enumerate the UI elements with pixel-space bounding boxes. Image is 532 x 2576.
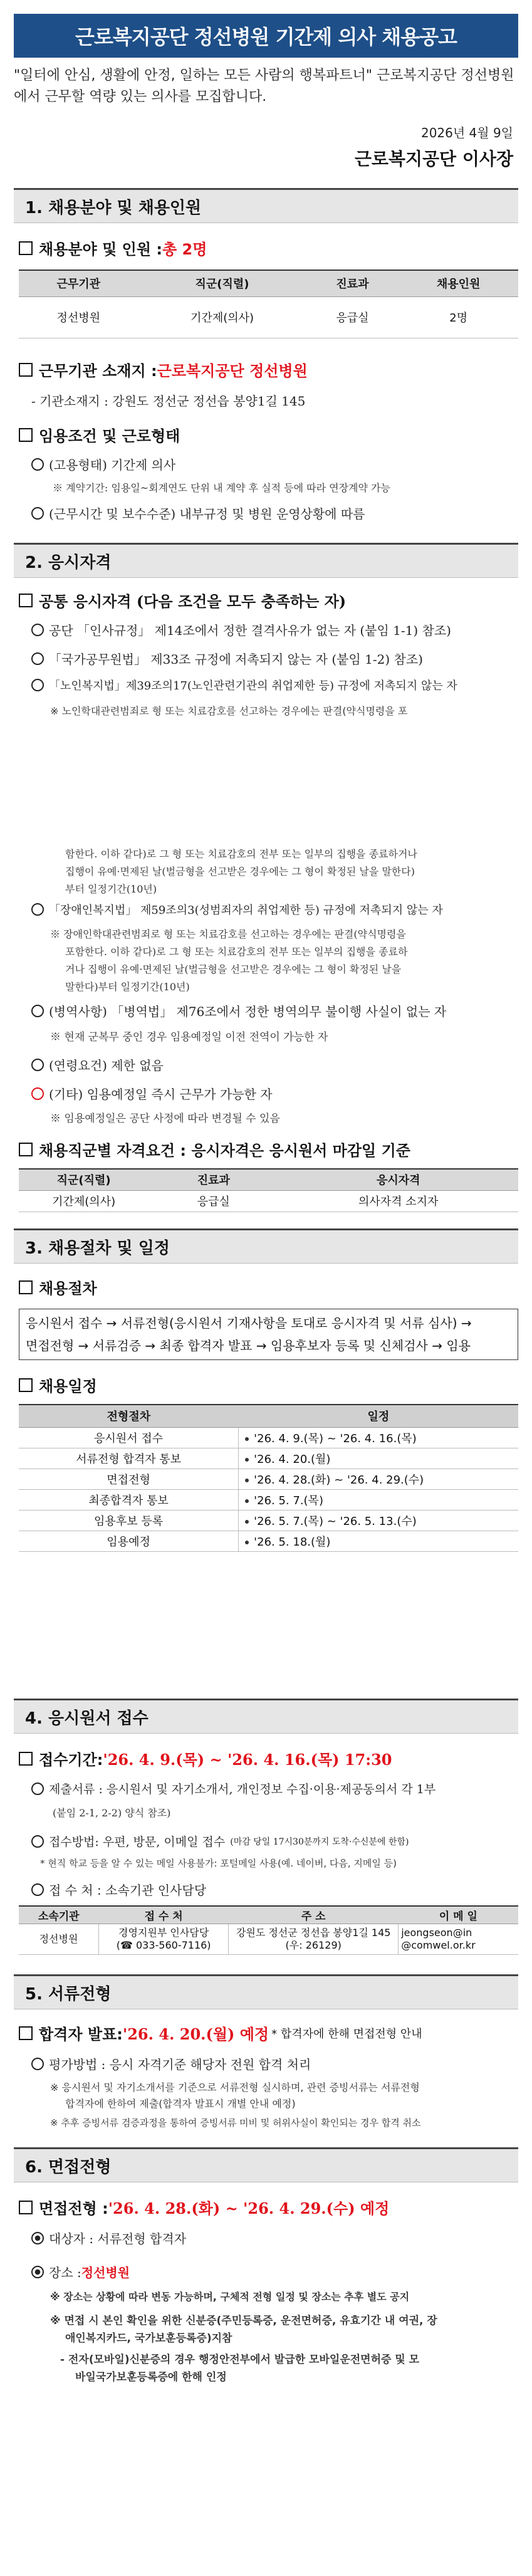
table-row (19, 1469, 518, 1489)
schedule-date: '26. 4. 20.(월) (239, 1448, 518, 1469)
qual-item-2-text: 「국가공무원법」 제33조 규정에 저촉되지 않는 자 (붙임 1-2) 참조) (49, 652, 423, 667)
doc-eval-note-3: ※ 추후 증빙서류 검증과정을 통하여 증빙서류 미비 및 허위사실이 확인되는 경우 합격 취소 (50, 2117, 421, 2128)
qual-item-3-note: ※ 노인학대관련범죄로 형 또는 치료감호를 선고하는 경우에는 판결(약식명령을 포 (50, 705, 408, 717)
process-heading-text: 채용절차 (39, 1280, 97, 1297)
contact-td-addr (229, 1924, 399, 1954)
location-name: 근로복지공단 정선병원 (157, 362, 308, 380)
recruit-th-count: 채용인원 (399, 270, 518, 296)
section-4-header: 4. 응시원서 접수 (14, 1699, 518, 1734)
submit-method-note: * 현직 학교 등을 알 수 있는 메일 사용불가: 포털메일 사용(예. 네이버, 다음, 지메일 등) (40, 1858, 397, 1869)
employ-heading-text: 임용조건 및 근로형태 (39, 427, 180, 445)
interview-id-note-1: ※ 면접 시 본인 확인을 위한 신분증(주민등록증, 운전면허증, 유효기간 내 여권, 장 (50, 2315, 437, 2327)
submit-docs-text: 제출서류 : 응시원서 및 자기소개서, 개인정보 수집·이용·제공동의서 각 1부 (49, 1783, 436, 1796)
qual-item-7-note: ※ 임용예정일은 공단 사정에 따라 변경될 수 있음 (50, 1113, 280, 1125)
checkbox-square-icon (19, 1280, 33, 1294)
recruit-th-dept: 진료과 (306, 270, 399, 296)
contact-email-2: @comwel.or.kr (401, 1939, 476, 1951)
circle-bullet-icon (31, 679, 44, 691)
recruit-count-label: 채용분야 및 인원 : (39, 241, 162, 258)
employ-item-2-text: (근무시간 및 보수수준) 내부규정 및 병원 운영상황에 따름 (49, 506, 365, 521)
interview-id-note-3: - 전자(모바일)신분증의 경우 행정안전부에서 발급한 모바일운전면허증 및 모 (60, 2353, 420, 2366)
schedule-heading (19, 1374, 97, 1396)
filled-circle-bullet-icon (31, 2232, 44, 2244)
announcement-date: 2026년 4월 9일 (420, 125, 513, 140)
schedule-step: 임용예정 (19, 1531, 239, 1551)
submit-method-text: 접수방법: 우편, 방문, 이메일 접수 (49, 1835, 226, 1849)
schedule-date: '26. 5. 7.(목) (239, 1489, 518, 1510)
qual-item-4-text: 「장애인복지법」 제59조의3(성범죄자의 취업제한 등) 규정에 저촉되지 않는 자 (49, 904, 443, 917)
common-qual-heading-text: 공통 응시자격 (다음 조건을 모두 충족하는 자) (39, 592, 347, 610)
circle-bullet-icon (31, 458, 44, 471)
interview-id-note-2: 애인복지카드, 국가보훈등록증)지참 (65, 2332, 232, 2345)
submit-docs (31, 1780, 436, 1797)
checkbox-square-icon (19, 363, 33, 377)
intro-text: "일터에 안심, 생활에 안정, 일하는 모든 사람의 행복파트너" 근로복지공단 정선병원에서 근무할 역량 있는 의사를 모집합니다. (14, 68, 514, 105)
field-th-qual: 응시자격 (278, 1169, 518, 1190)
contact-td-org: 정선병원 (19, 1924, 99, 1954)
interview-place-label: 장소 : (49, 2265, 81, 2280)
contact-th-addr: 주 소 (229, 1906, 399, 1924)
qual-item-4 (31, 901, 443, 918)
field-td-qual: 의사자격 소지자 (278, 1190, 518, 1212)
signer: 근로복지공단 이사장 (354, 149, 513, 169)
section-5-header: 5. 서류전형 (14, 1974, 518, 2009)
section-2-header: 2. 응시자격 (14, 543, 518, 578)
qual-item-5-text: (병역사항) 「병역법」 제76조에서 정한 병역의무 불이행 사실이 없는 자 (49, 1004, 447, 1019)
bullet-dot-icon (245, 1479, 249, 1482)
qual-item-3-cont-3: 부터 일정기간(10년) (65, 883, 157, 895)
submit-method (31, 1833, 409, 1850)
submit-office-text: 접 수 처 : 소속기관 인사담당 (49, 1883, 207, 1898)
employ-item-1-text: (고용형태) 기간제 의사 (49, 458, 176, 473)
circle-bullet-icon (31, 1059, 44, 1071)
checkbox-square-icon (19, 1752, 33, 1766)
contact-phone: (☎ 033-560-7116) (116, 1939, 211, 1951)
doc-pass-date: '26. 4. 20.(월) 예정 (122, 2025, 269, 2043)
schedule-step: 서류전형 합격자 통보 (19, 1448, 239, 1469)
interview-place-note: ※ 장소는 상황에 따라 변동 가능하며, 구체적 전형 일정 및 장소는 추후 별도 공지 (50, 2291, 410, 2303)
table-row (19, 1531, 518, 1551)
section-6-header: 6. 면접전형 (14, 2147, 518, 2182)
contact-email-1: jeongseon@in (401, 1926, 472, 1939)
bullet-dot-icon (245, 1437, 249, 1441)
bullet-dot-icon (245, 1458, 249, 1462)
process-line-2: 면접전형 → 서류검증 → 최종 합격자 발표 → 임용후보자 등록 및 신체검사 → 임용 (26, 1338, 471, 1353)
submit-method-small: (마감 당일 17시30분까지 도착·수신분에 한함) (230, 1836, 409, 1847)
schedule-th-step: 전형절차 (19, 1405, 239, 1427)
schedule-th-date: 일정 (239, 1405, 518, 1427)
interview-id-note-4: 바일국가보훈등록증에 한해 인정 (75, 2371, 227, 2384)
submit-office (31, 1880, 206, 1898)
employ-heading (19, 424, 180, 446)
circle-bullet-icon (31, 903, 44, 916)
interview-target-text: 대상자 : 서류전형 합격자 (49, 2231, 187, 2246)
doc-eval-note-2: 합격자에 한하여 제출(합격자 발표시 개별 안내 예정) (65, 2098, 296, 2110)
recruit-count-value: 총 2명 (162, 241, 207, 258)
contact-dept: 경영지원부 인사담당 (118, 1926, 209, 1939)
contact-th-email: 이 메 일 (399, 1906, 518, 1924)
checkbox-square-icon (19, 428, 33, 442)
schedule-step: 최종합격자 통보 (19, 1489, 239, 1510)
field-qual-table (19, 1168, 518, 1212)
qual-item-6-text: (연령요건) 제한 없음 (49, 1058, 164, 1073)
checkbox-square-icon (19, 2201, 33, 2214)
bullet-dot-icon (245, 1520, 249, 1524)
checkbox-square-icon (19, 594, 33, 607)
employ-item-2 (31, 504, 365, 522)
field-qual-heading-text: 채용직군별 자격요건 : 응시자격은 응시원서 마감일 기준 (39, 1142, 410, 1160)
contact-th-org: 소속기관 (19, 1906, 99, 1924)
contact-addr-1: 강원도 정선군 정선읍 봉양1길 145 (236, 1926, 391, 1939)
schedule-date: '26. 5. 7.(목) ~ '26. 5. 13.(수) (239, 1510, 518, 1531)
bullet-dot-icon (245, 1541, 249, 1544)
contact-table-wrap (19, 1905, 518, 1955)
interview-date: '26. 4. 28.(화) ~ '26. 4. 29.(수) 예정 (108, 2199, 390, 2217)
employ-item-1-note: ※ 계약기간: 임용일~회계연도 단위 내 계약 후 실적 등에 따라 연장계약 가능 (53, 482, 390, 494)
table-row (19, 1489, 518, 1510)
recruit-th-org: 근무기관 (19, 270, 138, 296)
interview-heading (19, 2196, 389, 2218)
schedule-date: '26. 4. 9.(목) ~ '26. 4. 16.(목) (239, 1427, 518, 1448)
checkbox-square-icon (19, 1378, 33, 1392)
qual-item-3-text: 「노인복지법」제39조의17(노인관련기관의 취업제한 등) 규정에 저촉되지 않는 자 (49, 679, 457, 693)
qual-item-4-note-1: ※ 장애인학대관련범죄로 형 또는 치료감호를 선고하는 경우에는 판결(약식명령을 (50, 928, 406, 940)
schedule-date: '26. 5. 18.(월) (239, 1531, 518, 1551)
circle-bullet-icon (31, 652, 44, 665)
qual-item-7 (31, 1084, 273, 1102)
schedule-heading-text: 채용일정 (39, 1378, 97, 1395)
recruit-td-job: 기간제(의사) (138, 296, 306, 338)
doc-pass-note: * 합격자에 한해 면접전형 안내 (271, 2027, 422, 2041)
recruit-td-org: 정선병원 (19, 296, 138, 338)
field-th-job: 직군(직렬) (19, 1169, 149, 1190)
qual-item-3-cont-2: 집행이 유예·면제된 날(벌금형을 선고받은 경우에는 그 형이 확정된 날을 말한다) (65, 866, 415, 877)
schedule-date: '26. 4. 28.(화) ~ '26. 4. 29.(수) (239, 1469, 518, 1489)
process-box (19, 1309, 518, 1360)
schedule-table-wrap (19, 1404, 518, 1552)
circle-bullet-icon (31, 507, 44, 520)
field-qual-table-wrap (19, 1168, 518, 1212)
section-3-header: 3. 채용절차 및 일정 (14, 1228, 518, 1264)
field-qual-heading (19, 1138, 410, 1160)
schedule-table (19, 1404, 518, 1552)
qual-item-5-note: ※ 현재 군복무 중인 경우 임용예정일 이전 전역이 가능한 자 (50, 1031, 328, 1044)
period-heading (19, 1747, 392, 1769)
recruit-th-job: 직군(직렬) (138, 270, 306, 296)
recruit-td-dept: 응급실 (306, 296, 399, 338)
common-qual-heading (19, 589, 346, 611)
table-row (19, 1510, 518, 1531)
doc-pass-label: 합격자 발표: (39, 2026, 123, 2043)
contact-td-email (399, 1924, 518, 1954)
contact-table (19, 1905, 518, 1955)
recruit-table-wrap (19, 270, 518, 338)
circle-bullet-icon (31, 624, 44, 636)
qual-item-1-text: 공단 「인사규정」 제14조에서 정한 결격사유가 없는 자 (붙임 1-1) 참조) (49, 623, 451, 638)
bullet-dot-icon (245, 1499, 249, 1503)
period-value: '26. 4. 9.(목) ~ '26. 4. 16.(목) 17:30 (103, 1751, 392, 1769)
contact-th-dept: 접 수 처 (99, 1906, 229, 1924)
qual-item-4-note-2: 포함한다. 이하 같다)로 그 형 또는 치료감호의 전부 또는 일부의 집행을 종료하 (65, 946, 408, 958)
table-row (19, 1427, 518, 1448)
checkbox-square-icon (19, 241, 33, 255)
qual-item-5 (31, 1002, 446, 1020)
qual-item-7-text: (기타) 임용예정일 즉시 근무가 가능한 자 (49, 1087, 273, 1102)
qual-item-3-cont-1: 함한다. 이하 같다)로 그 형 또는 치료감호의 전부 또는 일부의 집행을 종료하거나 (65, 848, 417, 860)
schedule-step: 응시원서 접수 (19, 1427, 239, 1448)
interview-label: 면접전형 : (39, 2200, 108, 2217)
circle-bullet-icon (31, 1883, 44, 1896)
contact-addr-2: (우: 26129) (285, 1939, 342, 1951)
circle-bullet-icon (31, 2058, 44, 2070)
period-label: 접수기간: (39, 1751, 103, 1769)
submit-docs-ref: (붙임 2-1, 2-2) 양식 참조) (53, 1807, 171, 1819)
interview-place-value: 정선병원 (81, 2265, 130, 2280)
schedule-step: 임용후보 등록 (19, 1510, 239, 1531)
recruit-td-count: 2명 (399, 296, 518, 338)
process-line-1: 응시원서 접수 → 서류전형(응시원서 기재사항을 토대로 응시자격 및 서류 심사) → (26, 1316, 472, 1331)
field-td-job: 기간제(의사) (19, 1190, 149, 1212)
recruit-count-heading (19, 237, 207, 259)
interview-target (31, 2229, 186, 2247)
doc-eval (31, 2055, 311, 2073)
schedule-step: 면접전형 (19, 1469, 239, 1489)
location-address: - 기관소재지 : 강원도 정선군 정선읍 봉양1길 145 (31, 394, 306, 409)
recruit-table (19, 270, 518, 338)
filled-circle-bullet-icon (31, 2266, 44, 2278)
field-th-dept: 진료과 (149, 1169, 278, 1190)
qual-item-6 (31, 1055, 164, 1074)
circle-bullet-icon (31, 1783, 44, 1795)
process-heading (19, 1276, 97, 1298)
doc-eval-note-1: ※ 응시원서 및 자기소개서를 기준으로 서류전형 실시하며, 관련 증빙서류는 서류전형 (50, 2081, 420, 2093)
qual-item-2 (31, 649, 423, 668)
qual-item-1 (31, 620, 451, 639)
contact-td-dept (99, 1924, 229, 1954)
circle-bullet-icon (31, 1087, 44, 1100)
circle-bullet-icon (31, 1835, 44, 1848)
checkbox-square-icon (19, 2026, 33, 2040)
section-1-header: 1. 채용분야 및 채용인원 (14, 188, 518, 223)
checkbox-square-icon (19, 1143, 33, 1156)
qual-item-4-note-4: 말한다)부터 일정기간(10년) (65, 981, 190, 993)
page-title: 근로복지공단 정선병원 기간제 의사 채용공고 (14, 14, 518, 58)
qual-item-4-note-3: 거나 집행이 유예·면제된 날(벌금형을 선고받은 경우에는 그 형이 확정된 날을 (65, 963, 402, 975)
circle-bullet-icon (31, 1005, 44, 1017)
table-row (19, 1448, 518, 1469)
doc-eval-text: 평가방법 : 응시 자격기준 해당자 전원 합격 처리 (49, 2057, 311, 2072)
location-label: 근무기관 소재지 : (39, 362, 157, 380)
field-td-dept: 응급실 (149, 1190, 278, 1212)
location-heading (19, 359, 308, 380)
qual-item-3 (31, 677, 457, 693)
doc-pass-heading (19, 2022, 422, 2044)
employ-item-1 (31, 455, 175, 473)
interview-place (31, 2263, 130, 2281)
